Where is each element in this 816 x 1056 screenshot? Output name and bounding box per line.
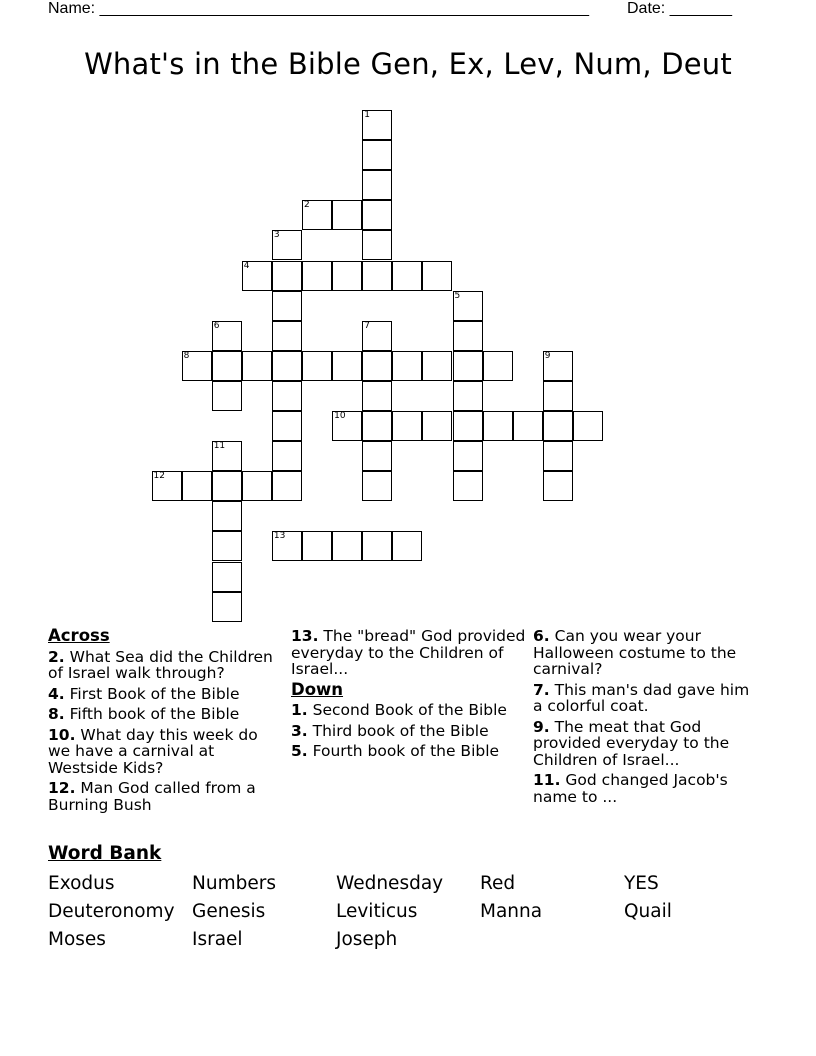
crossword-cell[interactable] xyxy=(212,321,242,351)
clue-across-12 xyxy=(48,780,283,813)
clue-down-9 xyxy=(533,719,763,769)
crossword-cell[interactable] xyxy=(392,531,422,561)
crossword-cell[interactable] xyxy=(302,200,332,230)
crossword-cell[interactable] xyxy=(272,261,302,291)
crossword-cell[interactable] xyxy=(362,261,392,291)
clue-text: What day this week do we have a carnival at Westside Kids? xyxy=(48,725,258,777)
crossword-cell[interactable] xyxy=(212,351,242,381)
clue-number: 12. xyxy=(48,779,76,797)
clue-number: 4. xyxy=(48,684,65,703)
crossword-cell[interactable] xyxy=(152,471,182,501)
cell-number: 11 xyxy=(213,441,226,452)
crossword-cell[interactable] xyxy=(362,321,392,351)
crossword-cell[interactable] xyxy=(212,592,242,622)
cell-number: 10 xyxy=(334,411,346,421)
cell-number: 8 xyxy=(183,350,190,361)
date-field-label: Date: _______ xyxy=(627,0,732,17)
crossword-cell[interactable] xyxy=(362,411,392,441)
crossword-cell[interactable] xyxy=(362,140,392,170)
clue-text: Third book of the Bible xyxy=(312,721,489,740)
clues-column-1 xyxy=(48,628,283,817)
crossword-cell[interactable] xyxy=(242,261,272,291)
clue-down-11 xyxy=(533,772,763,805)
crossword-cell[interactable] xyxy=(543,381,573,411)
crossword-cell[interactable] xyxy=(362,351,392,381)
word-bank-item: Moses xyxy=(48,929,106,950)
clue-down-5 xyxy=(291,743,526,760)
clue-number: 7. xyxy=(533,680,550,699)
clue-number: 13. xyxy=(291,627,319,645)
word-bank-item: Genesis xyxy=(192,901,266,922)
crossword-cell[interactable] xyxy=(543,411,573,441)
crossword-cell[interactable] xyxy=(302,261,332,291)
clue-down-1 xyxy=(291,702,526,719)
cell-number: 5 xyxy=(454,290,461,301)
cell-number: 2 xyxy=(304,200,310,211)
crossword-cell[interactable] xyxy=(272,230,302,260)
crossword-cell[interactable] xyxy=(272,471,302,501)
clue-number: 10. xyxy=(48,725,76,744)
crossword-cell[interactable] xyxy=(543,471,573,501)
crossword-cell[interactable] xyxy=(362,531,392,561)
crossword-cell[interactable] xyxy=(543,441,573,471)
clue-text: God changed Jacob's name to ... xyxy=(533,771,728,806)
name-field-label: Name: _______________________________________________________ xyxy=(48,0,589,17)
crossword-cell[interactable] xyxy=(483,411,513,441)
crossword-cell[interactable] xyxy=(332,200,362,230)
clue-text: Can you wear your Halloween costume to the carnival? xyxy=(533,627,737,678)
word-bank-item: Joseph xyxy=(336,929,398,950)
crossword-cell[interactable] xyxy=(212,562,242,592)
clue-number: 5. xyxy=(291,742,308,760)
clue-text: This man's dad gave him a colorful coat. xyxy=(533,680,750,715)
across-heading: Across xyxy=(48,626,110,645)
crossword-cell[interactable] xyxy=(453,381,483,411)
clues-column-2 xyxy=(291,628,526,764)
word-bank-item: Leviticus xyxy=(336,901,418,922)
crossword-cell[interactable] xyxy=(453,351,483,381)
cell-number: 3 xyxy=(273,230,280,241)
clue-number: 3. xyxy=(291,721,308,740)
down-heading: Down xyxy=(291,679,344,699)
crossword-cell[interactable] xyxy=(453,291,483,321)
crossword-cell[interactable] xyxy=(272,411,302,441)
crossword-cell[interactable] xyxy=(332,261,362,291)
page-title: What's in the Bible Gen, Ex, Lev, Num, Deut xyxy=(84,47,732,81)
crossword-cell[interactable] xyxy=(392,351,422,381)
crossword-cell[interactable] xyxy=(212,531,242,561)
crossword-cell[interactable] xyxy=(453,471,483,501)
cell-number: 4 xyxy=(243,260,250,271)
clue-text: Fifth book of the Bible xyxy=(69,705,240,723)
clue-number: 11. xyxy=(533,771,561,789)
crossword-cell[interactable] xyxy=(212,471,242,501)
clue-down-6 xyxy=(533,628,763,678)
word-bank-heading: Word Bank xyxy=(48,843,162,864)
crossword-cell[interactable] xyxy=(422,261,452,291)
crossword-cell[interactable] xyxy=(182,351,212,381)
crossword-cell[interactable] xyxy=(212,441,242,471)
word-bank-item: YES xyxy=(624,873,659,894)
clue-text: The "bread" God provided everyday to the Children of Israel... xyxy=(291,627,526,678)
clue-text: First Book of the Bible xyxy=(69,684,240,703)
crossword-cell[interactable] xyxy=(453,411,483,441)
crossword-cell[interactable] xyxy=(362,110,392,140)
clue-text: What Sea did the Children of Israel walk through? xyxy=(48,647,273,682)
crossword-cell[interactable] xyxy=(212,501,242,531)
crossword-cell[interactable] xyxy=(573,411,603,441)
clue-text: The meat that God provided everyday to the Children of Israel... xyxy=(533,717,730,769)
crossword-cell[interactable] xyxy=(453,321,483,351)
clues-column-3 xyxy=(533,628,763,809)
crossword-cell[interactable] xyxy=(332,531,362,561)
crossword-cell[interactable] xyxy=(212,381,242,411)
word-bank-item: Deuteronomy xyxy=(48,901,175,922)
crossword-cell[interactable] xyxy=(362,200,392,230)
clue-across-8 xyxy=(48,706,283,723)
crossword-cell[interactable] xyxy=(422,351,452,381)
word-bank-item: Israel xyxy=(192,929,243,950)
crossword-cell[interactable] xyxy=(272,321,302,351)
word-bank-item: Numbers xyxy=(192,873,276,894)
crossword-cell[interactable] xyxy=(242,351,272,381)
crossword-cell[interactable] xyxy=(362,381,392,411)
crossword-cell[interactable] xyxy=(362,441,392,471)
cell-number: 12 xyxy=(153,471,165,482)
clue-number: 9. xyxy=(533,717,550,736)
word-bank-item: Wednesday xyxy=(336,873,444,894)
crossword-cell[interactable] xyxy=(392,411,422,441)
crossword-cell[interactable] xyxy=(453,441,483,471)
word-bank-item: Red xyxy=(480,873,516,894)
clue-across-4 xyxy=(48,686,283,703)
crossword-cell[interactable] xyxy=(272,531,302,561)
crossword-cell[interactable] xyxy=(272,291,302,321)
crossword-cell[interactable] xyxy=(272,381,302,411)
crossword-cell[interactable] xyxy=(272,441,302,471)
crossword-cell[interactable] xyxy=(302,531,332,561)
crossword-cell[interactable] xyxy=(332,351,362,381)
word-bank-item: Manna xyxy=(480,901,543,922)
clue-across-13 xyxy=(291,628,526,678)
clue-number: 6. xyxy=(533,627,550,645)
clue-text: Second Book of the Bible xyxy=(312,701,507,719)
word-bank-item: Quail xyxy=(624,901,672,922)
crossword-cell[interactable] xyxy=(362,471,392,501)
clue-down-3 xyxy=(291,723,526,740)
cell-number: 1 xyxy=(364,110,370,120)
clue-across-2 xyxy=(48,649,283,682)
clue-across-10 xyxy=(48,727,283,777)
clue-text: Fourth book of the Bible xyxy=(312,742,500,760)
crossword-cell[interactable] xyxy=(392,261,422,291)
crossword-cell[interactable] xyxy=(483,351,513,381)
clue-number: 8. xyxy=(48,705,65,723)
clue-down-7 xyxy=(533,682,763,715)
word-bank-item: Exodus xyxy=(48,873,115,894)
cell-number: 6 xyxy=(213,320,220,331)
clue-number: 1. xyxy=(291,701,308,719)
crossword-cell[interactable] xyxy=(302,351,332,381)
crossword-cell[interactable] xyxy=(332,411,362,441)
crossword-cell[interactable] xyxy=(362,170,392,200)
cell-number: 9 xyxy=(544,350,551,361)
crossword-cell[interactable] xyxy=(422,411,452,441)
crossword-cell[interactable] xyxy=(182,471,212,501)
clue-text: Man God called from a Burning Bush xyxy=(48,779,256,814)
crossword-cell[interactable] xyxy=(543,351,573,381)
crossword-cell[interactable] xyxy=(513,411,543,441)
crossword-cell[interactable] xyxy=(272,351,302,381)
clue-number: 2. xyxy=(48,647,65,666)
cell-number: 13 xyxy=(273,531,286,542)
crossword-cell[interactable] xyxy=(242,471,272,501)
cell-number: 7 xyxy=(364,320,370,331)
crossword-cell[interactable] xyxy=(362,230,392,260)
